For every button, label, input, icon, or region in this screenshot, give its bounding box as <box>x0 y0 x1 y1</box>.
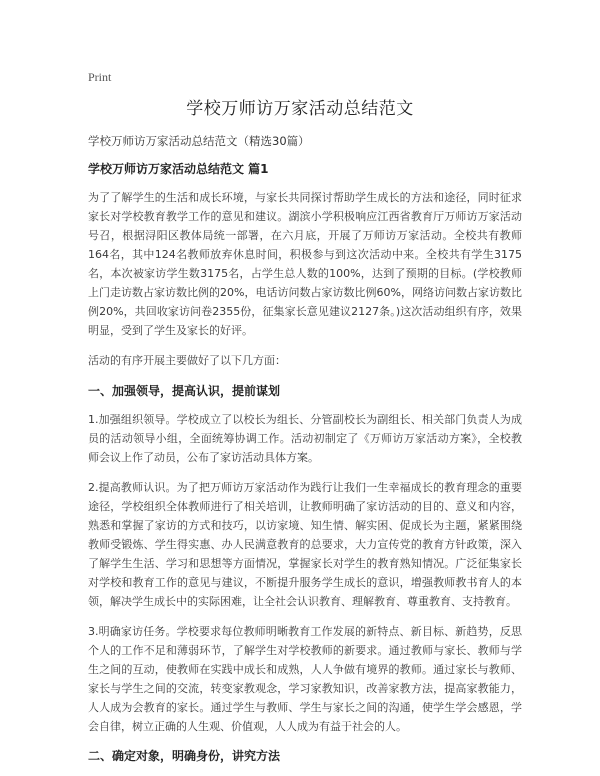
document-subtitle: 学校万师访万家活动总结范文（精选30篇） <box>88 134 310 148</box>
heading-section-1: 一、加强领导，提高认识，提前谋划 <box>88 384 281 398</box>
paragraph-item-2: 2.提高教师认识。为了把万师访万家活动作为践行让我们一生幸福成长的教育理念的重要途径，学校组织全体教师进行了相关培训，让教师明确了家访活动的目的、意义和内容，熟悉和掌握了家访的方式和技巧，以访家境、知生情、解实困、促成长为主题，紧紧围绕教师受锻炼、学生得实惠、办人民满意教育的总要求，大力宣传党的教育方针政策，深入了解学生生活、学习和思想等方面情况，掌握家长对学生的教育熟知情况。广泛征集家长对学校和教育工作的意见与建议，不断提升服务学生成长的意识，增强教师教书育人的本领，解决学生成长中的实际困难，让全社会认识教育、理解教育、尊重教育、支持教育。 <box>88 481 522 608</box>
print-link[interactable]: Print <box>88 70 112 84</box>
document-body <box>88 132 522 775</box>
paragraph-lead: 活动的有序开展主要做好了以下几方面： <box>88 354 286 367</box>
heading-section-2: 二、确定对象，明确身份，讲究方法 <box>88 749 281 763</box>
section-title: 学校万师访万家活动总结范文 篇1 <box>88 162 269 176</box>
page-title: 学校万师访万家活动总结范文 <box>186 99 414 119</box>
paragraph-intro: 为了了解学生的生活和成长环境，与家长共同探讨帮助学生成长的方法和途径，同时征求家长对学校教育教学工作的意见和建议。湖滨小学积极响应江西省教育厅万师访万家活动号召，根据浔阳区教体局统一部署，在六月底，开展了万师访万家活动。全校共有教师164名，其中124名教师放弃休息时间，积极参与到这次活动中来。全校共有学生3175名，本次被家访学生数3175名，占学生总人数的100%，达到了预期的目标。(学校教师上门走访数占家访数比例的20%，电话访问数占家访数比例60%，网络访问数占家访数比例20%，共回收家访问卷2355份，征集家长意见建议2127条。)这次活动组织有序，效果明显，受到了学生及家长的好评。 <box>88 191 522 337</box>
paragraph-item-1: 1.加强组织领导。学校成立了以校长为组长、分管副校长为副组长、相关部门负责人为成员的活动领导小组，全面统筹协调工作。活动初制定了《万师访万家活动方案》，全校教师会议上作了动员，公布了家访活动具体方案。 <box>88 413 522 464</box>
paragraph-item-3: 3.明确家访任务。学校要求每位教师明晰教育工作发展的新特点、新目标、新趋势，反思个人的工作不足和薄弱环节，了解学生对学校教师的新要求。通过教师与家长、教师与学生之间的互动，使教师在实践中成长和成熟，人人争做有境界的教师。通过家长与教师、家长与学生之间的交流，转变家教观念，学习家教知识，改善家教方法，提高家教能力，人人成为会教育的家长。通过学生与教师、学生与家长之间的沟通，使学生学会感恩，学会自律，树立正确的人生观、价值观，人人成为有益于社会的人。 <box>88 625 522 733</box>
